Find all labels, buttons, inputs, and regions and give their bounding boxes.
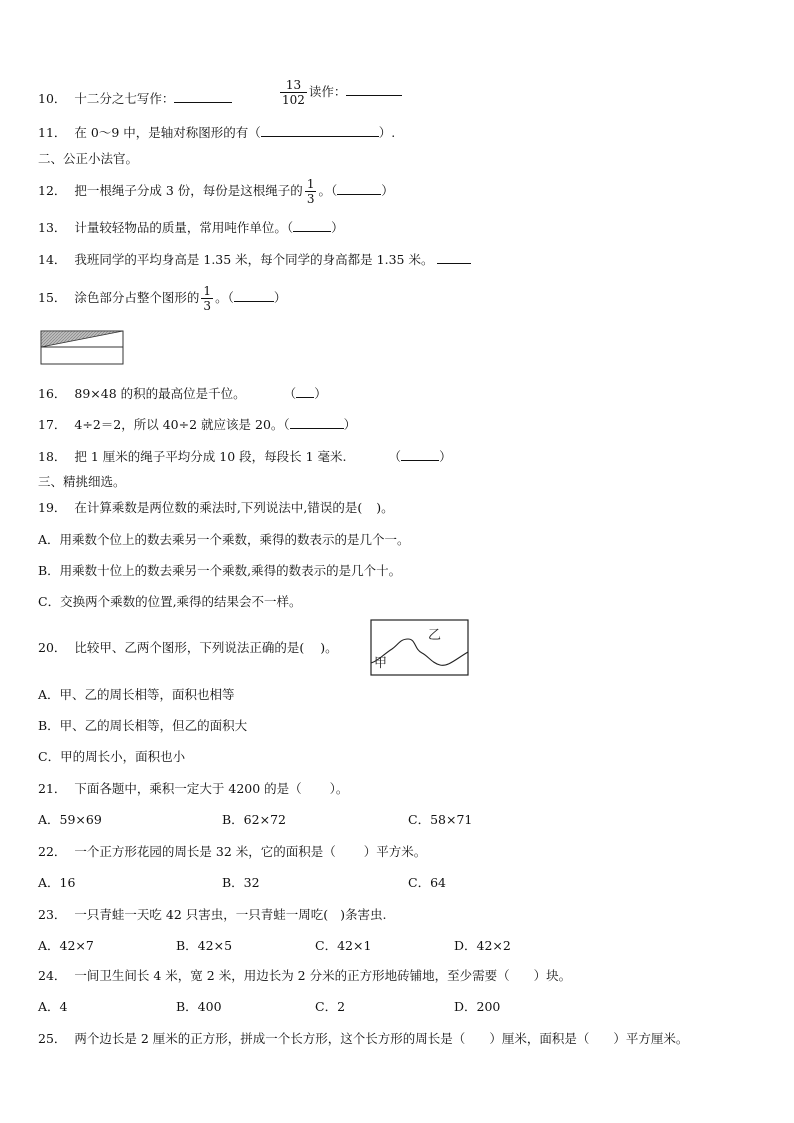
question-21	[38, 781, 348, 797]
option-c[interactable]: C．甲的周长小，面积也小	[38, 749, 186, 764]
option-d[interactable]: D．200	[454, 999, 501, 1014]
question-number: 10．	[38, 91, 67, 106]
section-heading: 二、公正小法官。	[38, 151, 139, 166]
option-a[interactable]: A．用乘数个位上的数去乘另一个乘数，乘得的数表示的是几个一。	[38, 532, 410, 547]
question-24	[38, 968, 571, 984]
question-text-end: ）块。	[533, 968, 572, 983]
label-jia: 甲	[374, 656, 388, 671]
closing-paren: ）	[273, 290, 287, 305]
option-a[interactable]: A．59×69	[38, 812, 102, 827]
answer-blank[interactable]	[346, 83, 402, 96]
question-text: 一个正方形花园的周长是 32 米，它的面积是（	[74, 844, 336, 859]
answer-blank[interactable]	[296, 385, 314, 398]
question-text-end: 。（	[318, 183, 338, 198]
option-b[interactable]: B．用乘数十位上的数去乘另一个乘数,乘得的数表示的是几个十。	[38, 563, 402, 578]
option-a[interactable]: A．42×7	[38, 938, 94, 953]
option-c[interactable]: C．58×71	[408, 812, 473, 827]
question-number: 16．	[38, 386, 67, 401]
answer-blank[interactable]	[401, 448, 439, 461]
question-text: 读作：	[308, 84, 347, 99]
option-c[interactable]: C．42×1	[315, 938, 372, 953]
option-a[interactable]: A．甲、乙的周长相等，面积也相等	[38, 687, 235, 702]
fraction-numerator: 1	[306, 177, 315, 191]
opening-paren: （	[388, 449, 402, 464]
answer-blank[interactable]	[293, 219, 331, 232]
option-b[interactable]: B．32	[222, 875, 260, 890]
question-text: 比较甲、乙两个图形，下列说法正确的是(	[74, 640, 305, 655]
question-text: 把一根绳子分成 3 份，每份是这根绳子的	[74, 183, 303, 198]
option-c[interactable]: C．交换两个乘数的位置,乘得的结果会不一样。	[38, 594, 302, 609]
question-text-end: ）。	[329, 781, 349, 796]
answer-blank[interactable]	[234, 289, 274, 302]
question-text-end: )条害虫.	[340, 907, 387, 922]
option-c[interactable]: C．2	[315, 999, 346, 1014]
question-number: 15．	[38, 290, 67, 305]
question-text: 一只青蛙一天吃 42 只害虫，一只青蛙一周吃(	[74, 907, 329, 922]
answer-blank[interactable]	[174, 90, 232, 103]
shaded-rectangle-figure	[40, 330, 124, 366]
option-b[interactable]: B．42×5	[176, 938, 233, 953]
option-d[interactable]: D．42×2	[454, 938, 511, 953]
option-a[interactable]: A．16	[38, 875, 76, 890]
question-text: 下面各题中，乘积一定大于 4200 的是（	[74, 781, 302, 796]
answer-blank[interactable]	[437, 251, 471, 264]
question-18	[38, 448, 452, 465]
question-text: 涂色部分占整个图形的	[74, 290, 200, 305]
label-yi: 乙	[428, 628, 442, 643]
question-number: 17．	[38, 417, 67, 432]
question-number: 18．	[38, 449, 67, 464]
question-text-end: ）平方厘米。	[613, 1031, 689, 1046]
fraction-denominator: 3	[306, 192, 315, 206]
question-20	[38, 640, 338, 656]
question-10-part-2	[278, 78, 402, 107]
question-text: 两个边长是 2 厘米的正方形，拼成一个长方形，这个长方形的周长是（	[74, 1031, 466, 1046]
question-12	[38, 177, 394, 206]
question-text: 在计算乘数是两位数的乘法时,下列说法中,错误的是(	[74, 500, 363, 515]
option-b[interactable]: B．62×72	[222, 812, 286, 827]
opening-paren: （	[283, 386, 297, 401]
question-number: 12．	[38, 183, 67, 198]
question-text-end: ）平方米。	[363, 844, 427, 859]
question-text: 一间卫生间长 4 米，宽 2 米，用边长为 2 分米的正方形地砖铺地，至少需要（	[74, 968, 510, 983]
question-number: 13．	[38, 220, 67, 235]
jia-yi-figure	[370, 619, 470, 677]
question-14	[38, 251, 471, 268]
fraction	[305, 177, 317, 206]
question-number: 19．	[38, 500, 67, 515]
fraction-numerator: 1	[203, 284, 212, 298]
question-13	[38, 219, 344, 236]
question-23	[38, 907, 387, 923]
question-number: 11．	[38, 125, 67, 140]
question-number: 20．	[38, 640, 67, 655]
question-11	[38, 124, 395, 141]
question-25	[38, 1031, 688, 1047]
question-text-mid: ）厘米，面积是（	[489, 1031, 590, 1046]
option-a[interactable]: A．4	[38, 999, 68, 1014]
fraction	[201, 284, 213, 313]
question-10	[38, 90, 232, 107]
question-number: 23．	[38, 907, 67, 922]
closing-paren: ）	[314, 386, 327, 401]
question-15	[38, 284, 286, 313]
question-text: 89×48 的积的最高位是千位。	[74, 386, 246, 401]
question-number: 14．	[38, 252, 67, 267]
question-text: 十二分之七写作：	[74, 91, 175, 106]
question-text: 4÷2＝2，所以 40÷2 就应该是 20。（	[74, 417, 290, 432]
answer-blank[interactable]	[261, 124, 379, 137]
closing-paren: ）	[331, 220, 344, 235]
question-number: 22．	[38, 844, 67, 859]
fraction-denominator: 3	[203, 299, 212, 313]
question-number: 24．	[38, 968, 67, 983]
question-text: 在 0～9 中，是轴对称图形的有（	[74, 125, 261, 140]
question-number: 21．	[38, 781, 67, 796]
closing-paren: ）	[343, 417, 357, 432]
closing-paren: ）	[381, 183, 394, 198]
closing-paren: ）	[439, 449, 452, 464]
question-17	[38, 416, 356, 433]
option-b[interactable]: B．400	[176, 999, 222, 1014]
option-c[interactable]: C．64	[408, 875, 446, 890]
question-19	[38, 500, 394, 516]
question-text-end: 。（	[215, 290, 234, 305]
question-text-end: ）.	[378, 125, 396, 140]
question-22	[38, 844, 426, 860]
answer-blank[interactable]	[337, 182, 381, 195]
option-b[interactable]: B．甲、乙的周长相等，但乙的面积大	[38, 718, 248, 733]
fraction-denominator: 102	[282, 93, 305, 107]
question-text: 把 1 厘米的绳子平均分成 10 段，每段长 1 毫米.	[74, 449, 347, 464]
question-text-end: )。	[376, 500, 394, 515]
question-text: 我班同学的平均身高是 1.35 米，每个同学的身高都是 1.35 米。	[74, 252, 434, 267]
answer-blank[interactable]	[290, 416, 344, 429]
question-text: 计量较轻物品的质量，常用吨作单位。（	[74, 220, 294, 235]
section-heading: 三、精挑细选。	[38, 474, 126, 489]
fraction	[280, 78, 307, 107]
question-number: 25．	[38, 1031, 67, 1046]
question-text-end: )。	[320, 640, 338, 655]
fraction-numerator: 13	[285, 78, 302, 92]
question-16	[38, 385, 327, 402]
